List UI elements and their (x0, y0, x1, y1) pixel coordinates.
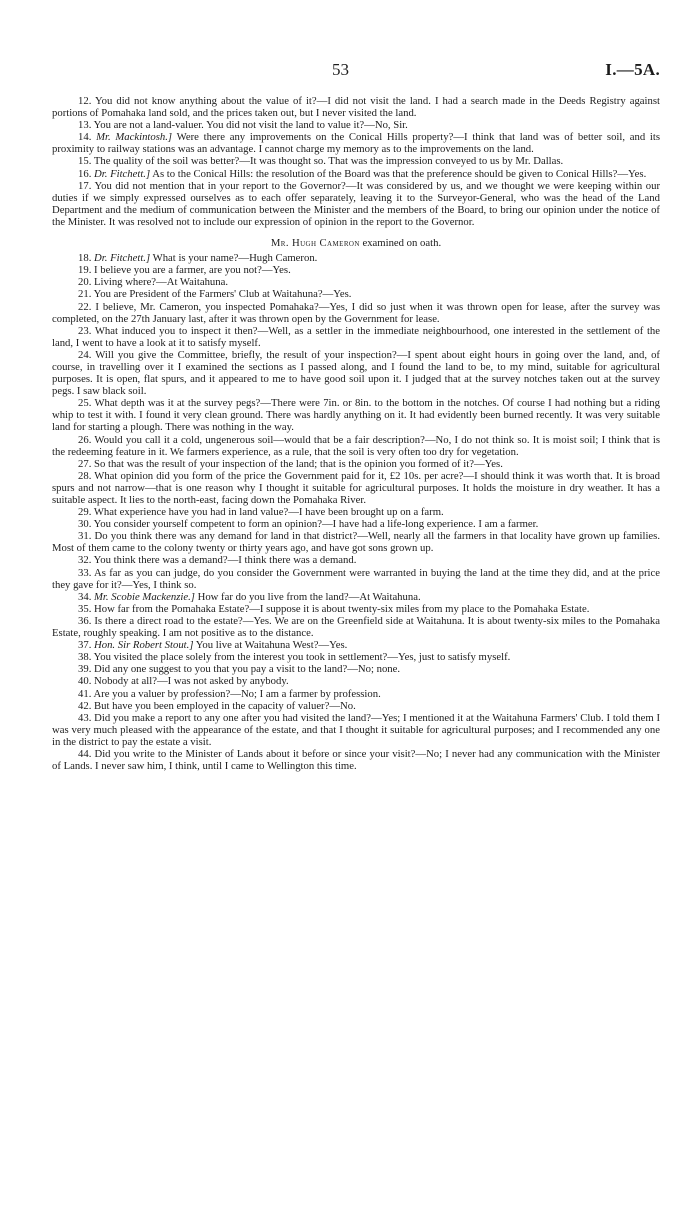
question-paragraph (52, 434, 660, 458)
question-number: 12. (78, 95, 92, 107)
question-text: Would you call it a cold, ungenerous soil—would that be a fair description?—No, I do not think so. It is moist soil; I think that is the redeeming feature in it. We farmers experience, as a rule, that the soil is very often too dry for vegetation. (52, 433, 660, 458)
question-text: I believe, Mr. Cameron, you inspected Pomahaka?—Yes, I did so just when it was thrown open for lease, after the survey was completed, on the 27th January last, after it was thrown open by the Government for lease. (52, 300, 660, 325)
question-number: 21. (78, 288, 92, 301)
question-text: Nobody at all?—I was not asked by anybody. (94, 675, 289, 688)
question-paragraph (52, 288, 660, 300)
question-number: 30. (78, 518, 92, 531)
question-text: But have you been employed in the capacity of valuer?—No. (94, 699, 356, 712)
question-text: Will you give the Committee, briefly, the result of your inspection?—I spent about eight hours in going over the land, and, of course, in travelling over it I examined the sections as I passed along, and I found the land to be, to my mind, suitable for agricultural purposes. It is open, flat spurs, and it appeared to me to have good soil upon it. I judged that at the survey notches taken out at the survey pegs. I saw black soil. (52, 348, 660, 398)
question-text: I believe you are a farmer, are you not?—Yes. (94, 264, 291, 277)
testimony-block-1 (52, 95, 660, 228)
question-text: What experience have you had in land value?—I have been brought up on a farm. (93, 506, 444, 519)
witness-heading-suffix: examined on oath. (362, 237, 442, 250)
question-number: 33. (78, 566, 92, 579)
question-paragraph (52, 349, 660, 397)
testimony-block-2 (52, 252, 660, 772)
witness-heading (52, 237, 660, 249)
question-text: What is your name?—Hugh Cameron. (152, 252, 318, 265)
question-text: Did you make a report to any one after you had visited the land?—Yes; I mentioned it at the Waitahuna Farmers' Club. I told them I was very much pleased with the appearance of the estate, and that I thought it suitable for agricultural purposes; and I recommended any one in the district to pay the estate a visit. (52, 711, 660, 748)
speaker-name: Mr. Mackintosh.] (96, 131, 173, 144)
question-paragraph (52, 168, 660, 180)
question-paragraph (52, 712, 660, 748)
question-paragraph (52, 470, 660, 506)
question-text: You are President of the Farmers' Club at Waitahuna?—Yes. (93, 288, 352, 301)
question-number: 35. (78, 602, 92, 615)
question-number: 36. (78, 614, 92, 627)
question-number: 38. (78, 651, 92, 664)
question-text: Did any one suggest to you that you pay a visit to the land?—No; none. (94, 663, 401, 676)
question-number: 22. (78, 300, 92, 313)
document-reference: I.—5A. (605, 60, 660, 79)
question-number: 24. (78, 348, 92, 361)
question-number: 29. (78, 506, 92, 519)
question-text: How far from the Pomahaka Estate?—I suppose it is about twenty-six miles from my place to the Pomahaka Estate. (94, 602, 590, 615)
question-text: The quality of the soil was better?—It was thought so. That was the impression conveyed to us by Mr. Dallas. (93, 155, 564, 168)
question-number: 19. (78, 264, 92, 277)
question-number: 20. (78, 276, 92, 289)
question-paragraph (52, 252, 660, 264)
question-text: Were there any improvements on the Conical Hills property?—I think that land was of better soil, and its proximity to railway stations was an advantage. I cannot charge my memory as to the improvements on the land. (52, 131, 661, 156)
question-paragraph (52, 530, 660, 554)
question-text: Is there a direct road to the estate?—Yes. We are on the Greenfield side at Waitahuna. It is about twenty-six miles to the Pomahaka Estate, roughly speaking. I am not positive as to the distance. (52, 614, 660, 640)
question-paragraph (52, 675, 660, 687)
question-paragraph (52, 301, 660, 325)
question-number: 32. (78, 554, 92, 567)
question-text: You live at Waitahuna West?—Yes. (195, 639, 348, 652)
question-number: 15. (78, 155, 92, 168)
question-text: You visited the place solely from the interest you took in settlement?—Yes, just to satisfy myself. (93, 651, 511, 664)
page-number: 53 (332, 60, 349, 79)
question-number: 34. (78, 590, 92, 603)
page-body (52, 95, 660, 772)
question-number: 28. (78, 469, 92, 482)
question-text: As far as you can judge, do you consider the Government were warranted in buying the land at the time they did, and at the price they gave for it?—Yes, I think so. (52, 566, 660, 591)
question-number: 43. (78, 711, 92, 724)
question-text: You think there was a demand?—I think there was a demand. (93, 554, 357, 567)
question-paragraph (52, 748, 660, 772)
question-paragraph (52, 567, 660, 591)
question-paragraph (52, 131, 660, 155)
question-paragraph (52, 325, 660, 349)
question-paragraph (52, 155, 660, 167)
question-paragraph (52, 518, 660, 530)
question-paragraph (52, 651, 660, 663)
question-text: As to the Conical Hills: the resolution of the Board was that the preference should be given to Conical Hills?—Yes. (152, 167, 647, 180)
question-number: 23. (78, 324, 92, 337)
question-paragraph (52, 688, 660, 700)
question-number: 41. (78, 687, 92, 700)
question-text: How far do you live from the land?—At Waitahuna. (197, 590, 421, 603)
question-paragraph (52, 264, 660, 276)
question-text: You are not a land-valuer. You did not visit the land to value it?—No, Sir. (93, 119, 408, 132)
question-number: 37. (78, 639, 92, 652)
question-text: What depth was it at the survey pegs?—There were 7in. or 8in. to the bottom in the notches. Of course I had nothing but a riding whip to test it with. I found it very clean ground. There was hardly anything on it. It had evidently been burned recently. It was very suitable land for starting a plough. There was nothing in the way. (52, 397, 660, 434)
question-paragraph (52, 119, 660, 131)
page-header (0, 60, 700, 82)
question-paragraph (52, 663, 660, 675)
question-number: 26. (78, 433, 92, 446)
question-number: 44. (78, 747, 92, 760)
speaker-name: Hon. Sir Robert Stout.] (94, 639, 194, 652)
question-text: What induced you to inspect it then?—Well, as a settler in the immediate neighbourhood, one interested in the settlement of the land, I went to have a look at it to satisfy myself. (52, 324, 661, 349)
question-number: 31. (78, 530, 92, 543)
question-text: What opinion did you form of the price the Government paid for it, £2 10s. per acre?—I should think it was worth that. It is broad spurs and not narrow—that is one reason why I thought it suitable for agricultural purposes. It holds the moisture in dry weather. It has a suitable aspect. It lies to the north-east, facing down the Pomahaka River. (52, 469, 660, 506)
question-paragraph (52, 615, 660, 639)
question-text: Did you write to the Minister of Lands about it before or since your visit?—No; I never had any communication with the Minister of Lands. I never saw him, I think, until I came to Wellington this time. (52, 747, 661, 773)
question-number: 17. (78, 179, 92, 192)
question-paragraph (52, 95, 660, 119)
question-number: 13. (78, 119, 92, 132)
question-paragraph (52, 591, 660, 603)
question-number: 14. (78, 131, 92, 144)
question-paragraph (52, 180, 660, 228)
question-text: You did not know anything about the value of it?—I did not visit the land. I had a search made in the Deeds Registry against portions of Pomahaka land sold, and the prices taken out, but I never visited the land. (52, 95, 660, 120)
witness-name: Mr. Hugh Cameron (270, 237, 360, 250)
question-text: You did not mention that in your report to the Governor?—It was considered by us, and we thought we were keeping within our duties if we simply expressed ourselves as to each offer separately, leaving it to the Surveyor-General, who was the head of the Land Department and the medium of communication between the Minister and the members of the Board, to bring our opinion under the notice of the Minister. It was resolved not to include our expression of opinion in the report to the Governor. (52, 179, 661, 228)
question-paragraph (52, 639, 660, 651)
question-number: 18. (78, 252, 92, 265)
question-paragraph (52, 554, 660, 566)
question-paragraph (52, 276, 660, 288)
question-text: Living where?—At Waitahuna. (94, 276, 229, 289)
speaker-name: Dr. Fitchett.] (94, 167, 151, 180)
question-paragraph (52, 458, 660, 470)
question-number: 40. (78, 675, 92, 688)
speaker-name: Dr. Fitchett.] (94, 252, 151, 265)
question-text: So that was the result of your inspection of the land; that is the opinion you formed of it?—Yes. (94, 457, 503, 470)
question-number: 25. (78, 397, 92, 410)
question-text: You consider yourself competent to form an opinion?—I have had a life-long experience. I am a farmer. (93, 518, 539, 531)
question-paragraph (52, 397, 660, 433)
question-text: Do you think there was any demand for land in that district?—Well, nearly all the farmers in that locality have grown up families. Most of them came to the colony twenty or thirty years ago, and have got sons grown up. (52, 530, 661, 555)
speaker-name: Mr. Scobie Mackenzie.] (94, 590, 195, 603)
question-number: 39. (78, 663, 92, 676)
question-number: 16. (78, 167, 92, 180)
question-text: Are you a valuer by profession?—No; I am a farmer by profession. (93, 687, 381, 700)
question-number: 27. (78, 457, 92, 470)
question-paragraph (52, 603, 660, 615)
question-number: 42. (78, 699, 92, 712)
question-paragraph (52, 506, 660, 518)
question-paragraph (52, 700, 660, 712)
